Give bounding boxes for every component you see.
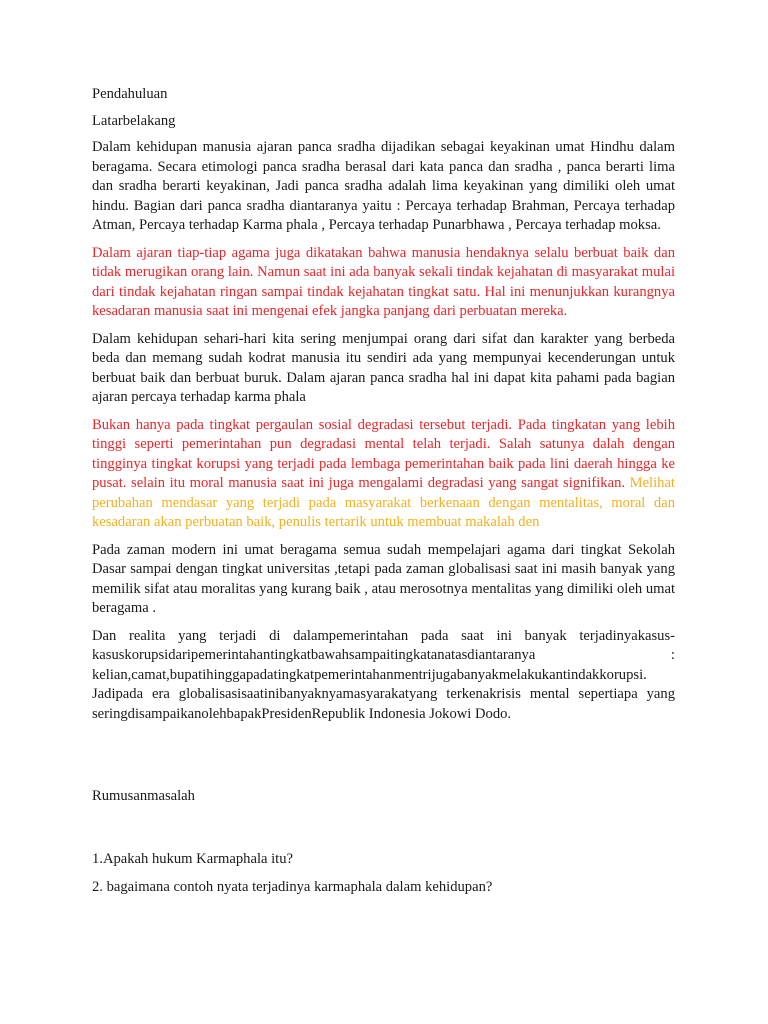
- paragraph-2-highlighted: Dalam ajaran tiap-tiap agama juga dikatakan bahwa manusia hendaknya selalu berbuat baik dan tidak merugikan orang lain. Namun saat ini ada banyak sekali tindak kejahatan di masyarakat mulai dari tindak kejahatan ringan sampai tindak kejahatan tingkat satu. Hal ini menunjukkan kurangnya kesadaran manusia saat ini mengenai efek jangka panjang dari perbuatan mereka.: [92, 244, 675, 319]
- problem-title: Rumusanmasalah: [92, 788, 195, 804]
- paragraph-4-amber-text: Melihat perubahan mendasar yang terjadi pada masyarakat berkenaan dengan mentalitas, moral dan kesadaran akan perbuatan baik, penulis tertarik untuk membuat makalah den: [92, 475, 675, 530]
- paragraph-4-red-text: Bukan hanya pada tingkat pergaulan sosial degradasi tersebut terjadi. Pada tingkatan yang lebih tinggi seperti pemerintahan pun degradasi mental telah terjadi. Salah satunya dalah dengan tingginya tingkat korupsi yang terjadi pada lembaga pemerintahan baik pada lini daerah hingga ke pusat. selain itu moral manusia saat ini juga mengalami degradasi yang sangat signifikan.: [92, 416, 675, 491]
- question-1: 1.Apakah hukum Karmaphala itu?: [92, 851, 294, 867]
- paragraph-3: Dalam kehidupan sehari-hari kita sering menjumpai orang dari sifat dan karakter yang berbeda beda dan memang sudah kodrat manusia itu sendiri ada yang mempunyai kecenderungan untuk berbuat baik dan berbuat buruk. Dalam ajaran panca sradha hal ini dapat kita pahami pada bagian ajaran percaya terhadap karma phala: [92, 330, 675, 405]
- paragraph-1: Dalam kehidupan manusia ajaran panca sradha dijadikan sebagai keyakinan umat Hindhu dalam beragama. Secara etimologi panca sradha berasal dari kata panca dan sradha , panca berarti lima dan sradha berarti keyakinan, Jadi panca sradha adalah lima keyakinan yang dimiliki oleh umat hindu. Bagian dari panca sradha diantaranya yaitu : Percaya terhadap Brahman, Percaya terhadap Atman, Percaya terhadap Karma phala , Percaya terhadap Punarbhawa , Percaya terhadap moksa.: [92, 139, 675, 233]
- paragraph-6: Dan realita yang terjadi di dalampemerintahan pada saat ini banyak terjadinyakasus-kasuskorupsidaripemerintahantingkatbawahsampaitingkatanatasdiantaranya : kelian,camat,bupatihinggapadatingkatpemerintahanmentrijugabanyakmelakukantindakkorupsi. Jadipada era globalisasisaatinibanyaknyamasyarakatyang terkenakrisis mental sepertiapa yang seringdisampaikanolehbapakPresidenRepublik Indonesia Jokowi Dodo.: [92, 627, 675, 722]
- paragraph-4: [92, 416, 675, 533]
- paragraph-5: Pada zaman modern ini umat beragama semua sudah mempelajari agama dari tingkat Sekolah Dasar sampai dengan tingkat universitas ,tetapi pada zaman globalisasi saat ini masih banyak yang memilik sifat atau moralitas yang kurang baik , atau merosotnya mentalitas yang dimiliki oleh umat beragama .: [92, 541, 675, 616]
- subsection-title: Latarbelakang: [92, 113, 176, 129]
- section-title: Pendahuluan: [92, 86, 168, 102]
- document-page: [92, 84, 675, 897]
- question-2: 2. bagaimana contoh nyata terjadinya karmaphala dalam kehidupan?: [92, 879, 493, 895]
